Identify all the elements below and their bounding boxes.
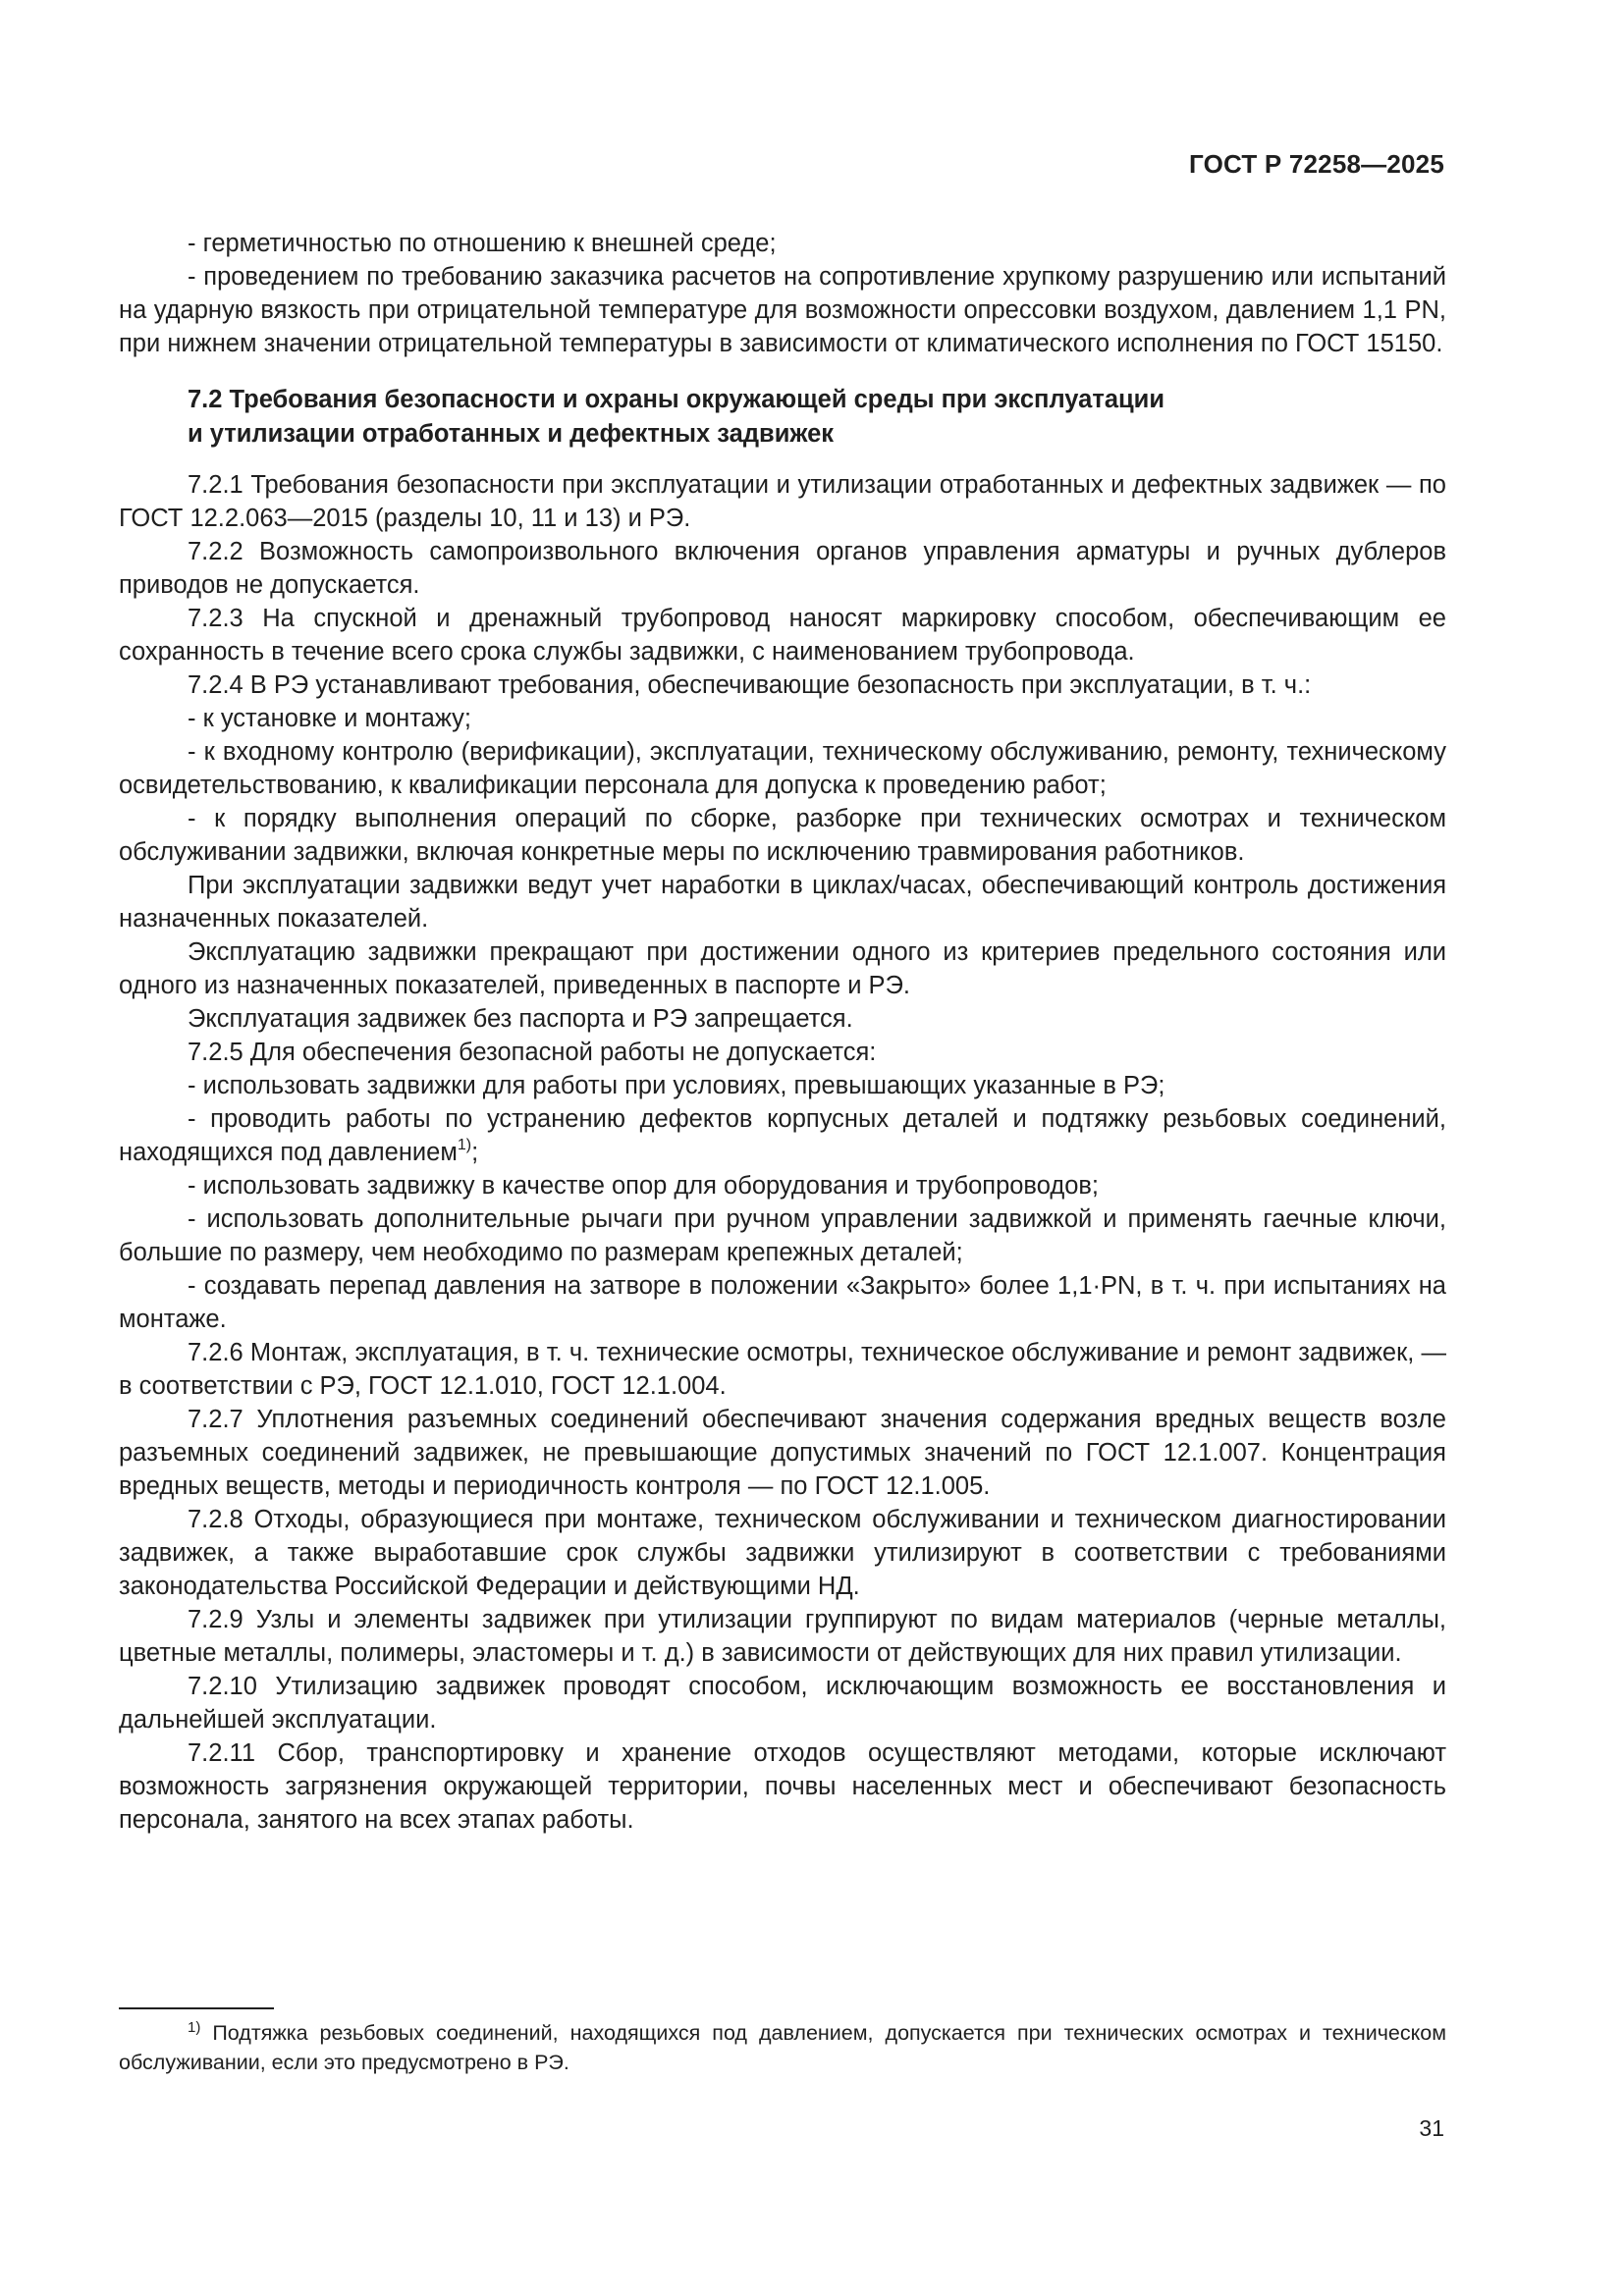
- footnote-text: Подтяжка резьбовых соединений, находящихся под давлением, допускается при технических осмотрах и техническом обслуживании, если это предусмотрено в РЭ.: [119, 2021, 1446, 2074]
- list-item: - к входному контролю (верификации), эксплуатации, техническому обслуживанию, ремонту, техническому освидетельствованию, к квалификации персонала для допуска к проведению работ;: [119, 738, 1446, 799]
- list-item: - к установке и монтажу;: [188, 705, 472, 732]
- list-item: - использовать дополнительные рычаги при ручном управлении задвижкой и применять гаечные ключи, большие по размеру, чем необходимо по размерам крепежных деталей;: [119, 1205, 1446, 1266]
- page-number: 31: [1419, 2115, 1444, 2141]
- paragraph: Эксплуатацию задвижки прекращают при достижении одного из критериев предельного состояния или одного из назначенных показателей, приведенных в паспорте и РЭ.: [119, 938, 1446, 999]
- list-item-text: - проводить работы по устранению дефектов корпусных деталей и подтяжку резьбовых соединений, находящихся под давлением: [119, 1105, 1446, 1166]
- clause-7-2-5: 7.2.5 Для обеспечения безопасной работы не допускается:: [188, 1039, 877, 1066]
- paragraph: При эксплуатации задвижки ведут учет наработки в циклах/часах, обеспечивающий контроль достижения назначенных показателей.: [119, 872, 1446, 933]
- clause-7-2-1: 7.2.1 Требования безопасности при эксплуатации и утилизации отработанных и дефектных задвижек — по ГОСТ 12.2.063—2015 (разделы 10, 11 и 13) и РЭ.: [119, 471, 1446, 532]
- footnote-reference[interactable]: 1): [457, 1136, 472, 1153]
- clause-7-2-3: 7.2.3 На спускной и дренажный трубопровод наносят маркировку способом, обеспечивающим ее сохранность в течение всего срока службы задвижки, с наименованием трубопровода.: [119, 605, 1446, 666]
- footnote-divider: [119, 2007, 274, 2009]
- list-item: - герметичностью по отношению к внешней среде;: [188, 230, 777, 257]
- document-id-header: ГОСТ Р 72258—2025: [1189, 149, 1444, 179]
- section-title: [119, 383, 1446, 452]
- list-item: - проведением по требованию заказчика расчетов на сопротивление хрупкому разрушению или испытаний на ударную вязкость при отрицательной температуре для возможности опрессовки воздухом, давлением 1,1 PN, при нижнем значении отрицательной температуры в зависимости от климатического исполнения по ГОСТ 15150.: [119, 263, 1446, 357]
- list-item-end: ;: [471, 1139, 479, 1166]
- clause-7-2-9: 7.2.9 Узлы и элементы задвижек при утилизации группируют по видам материалов (черные металлы, цветные металлы, полимеры, эластомеры и т. д.) в зависимости от действующих для них правил утилизации.: [119, 1606, 1446, 1667]
- section-title-line-2: и утилизации отработанных и дефектных задвижек: [188, 420, 835, 448]
- clause-7-2-6: 7.2.6 Монтаж, эксплуатация, в т. ч. технические осмотры, техническое обслуживание и ремонт задвижек, — в соответствии с РЭ, ГОСТ 12.1.010, ГОСТ 12.1.004.: [119, 1339, 1446, 1400]
- section-title-line-1: 7.2 Требования безопасности и охраны окружающей среды при эксплуатации: [188, 386, 1165, 413]
- list-item: [119, 1102, 1446, 1169]
- list-item: - использовать задвижки для работы при условиях, превышающих указанные в РЭ;: [188, 1072, 1165, 1099]
- clause-7-2-11: 7.2.11 Сбор, транспортировку и хранение отходов осуществляют методами, которые исключают возможность загрязнения окружающей территории, почвы населенных мест и обеспечивают безопасность персонала, занятого на всех этапах работы.: [119, 1739, 1446, 1834]
- clause-7-2-2: 7.2.2 Возможность самопроизвольного включения органов управления арматуры и ручных дублеров приводов не допускается.: [119, 538, 1446, 599]
- footnote: [119, 2018, 1446, 2077]
- document-body: [119, 227, 1446, 1837]
- list-item: - к порядку выполнения операций по сборке, разборке при технических осмотрах и техническом обслуживании задвижки, включая конкретные меры по исключению травмирования работников.: [119, 805, 1446, 866]
- clause-7-2-8: 7.2.8 Отходы, образующиеся при монтаже, техническом обслуживании и техническом диагностировании задвижек, а также выработавшие срок службы задвижки утилизируют в соответствии с требованиями законодательства Российской Федерации и действующими НД.: [119, 1506, 1446, 1600]
- footnote-marker: 1): [188, 2018, 201, 2036]
- clause-7-2-7: 7.2.7 Уплотнения разъемных соединений обеспечивают значения содержания вредных веществ возле разъемных соединений задвижек, не превышающие допустимых значений по ГОСТ 12.1.007. Концентрация вредных веществ, методы и периодичность контроля — по ГОСТ 12.1.005.: [119, 1406, 1446, 1500]
- clause-7-2-10: 7.2.10 Утилизацию задвижек проводят способом, исключающим возможность ее восстановления и дальнейшей эксплуатации.: [119, 1673, 1446, 1734]
- paragraph: Эксплуатация задвижек без паспорта и РЭ запрещается.: [188, 1005, 853, 1033]
- clause-7-2-4: 7.2.4 В РЭ устанавливают требования, обеспечивающие безопасность при эксплуатации, в т. ч.:: [188, 671, 1312, 699]
- list-item: - использовать задвижку в качестве опор для оборудования и трубопроводов;: [188, 1172, 1100, 1200]
- list-item: - создавать перепад давления на затворе в положении «Закрыто» более 1,1·PN, в т. ч. при испытаниях на монтаже.: [119, 1272, 1446, 1333]
